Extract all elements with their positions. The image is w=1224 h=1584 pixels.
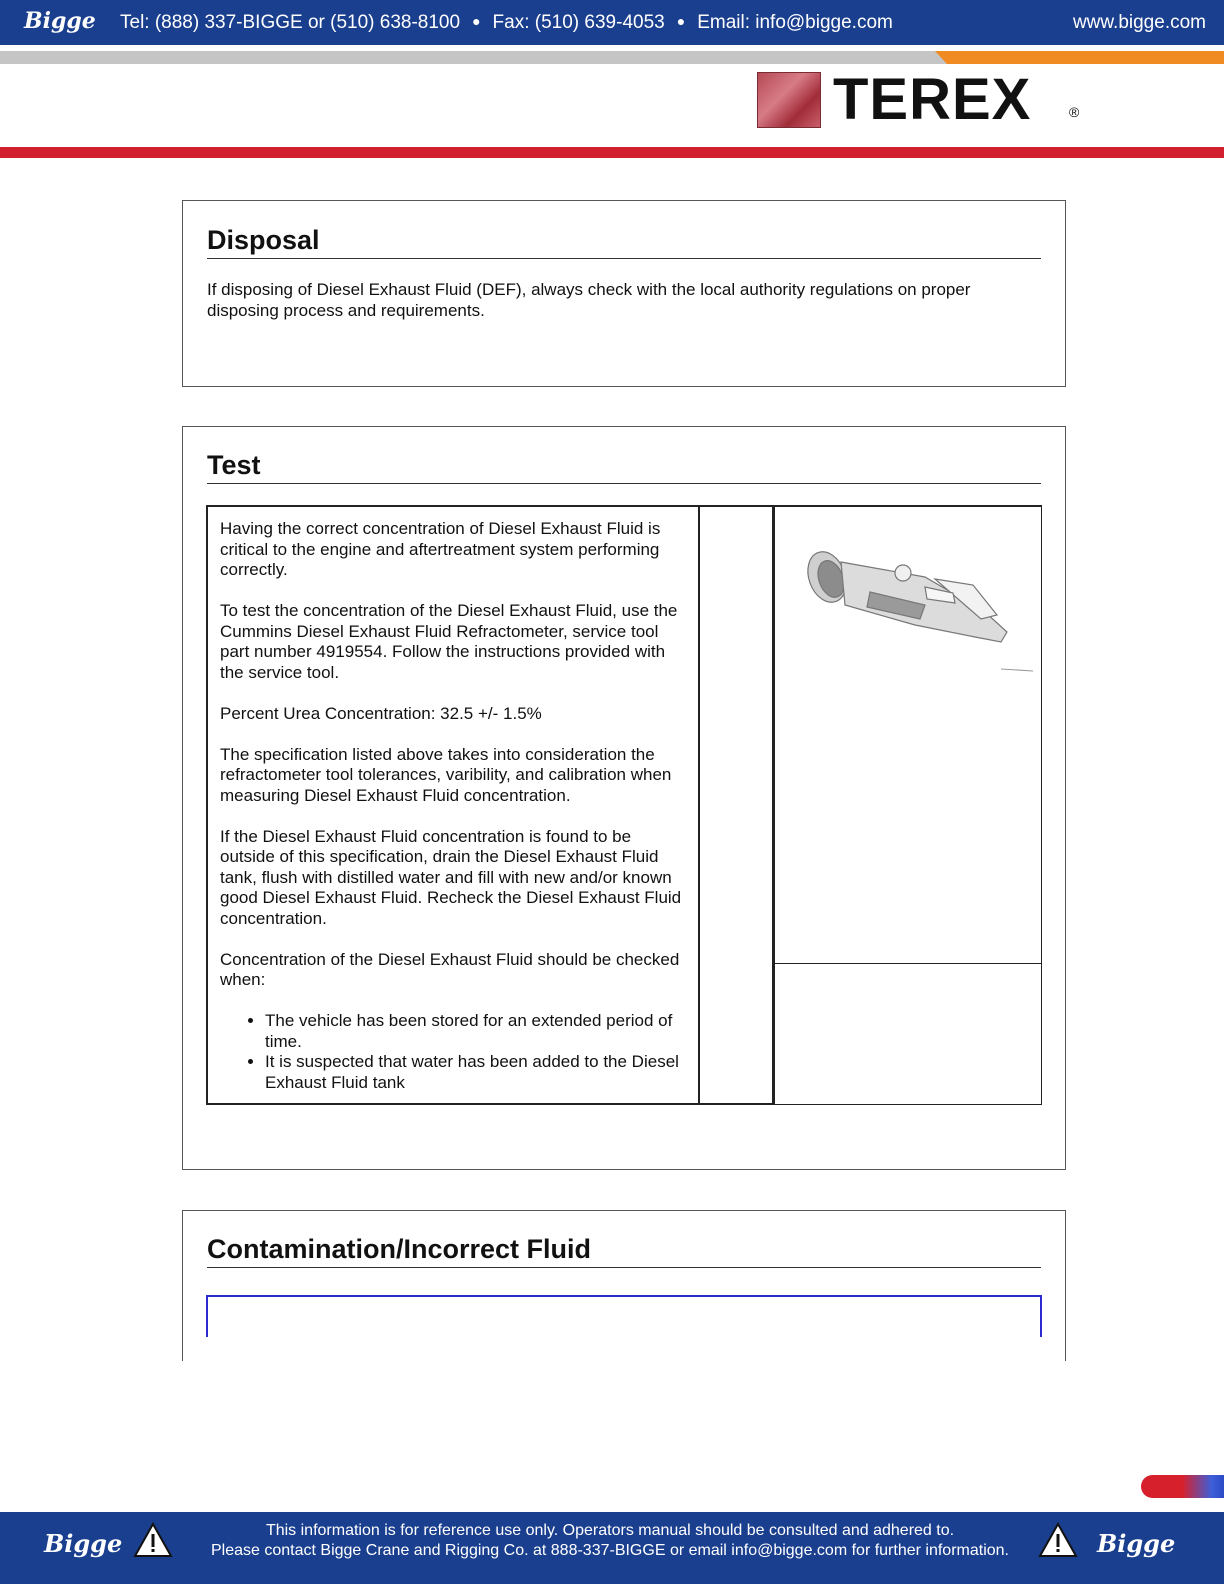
page-tab-marker[interactable] <box>1141 1475 1224 1498</box>
test-paragraph: If the Diesel Exhaust Fluid concentration is found to be outside of this specification, drain the Diesel Exhaust Fluid tank, flush with distilled water and fill with new and/or known good Diesel Exhaust Fluid. Recheck the Diesel Exhaust Fluid concentration. <box>220 826 682 928</box>
fax-text: Fax: (510) 639-4053 <box>492 12 665 33</box>
email-text[interactable]: Email: info@bigge.com <box>697 12 893 33</box>
test-paragraph: The specification listed above takes into consideration the refractometer tool tolerances, varibility, and calibration when measuring Diesel Exhaust Fluid concentration. <box>220 744 672 805</box>
test-empty-cell <box>774 962 1042 1105</box>
warning-triangle-icon <box>133 1522 173 1558</box>
orange-stripe <box>935 51 1224 64</box>
top-header-bar <box>0 0 1224 45</box>
footer-bigge-logo-right: Bigge <box>1097 1529 1176 1558</box>
test-paragraph: Having the correct concentration of Diesel Exhaust Fluid is critical to the engine and aftertreatment system performing correctly. <box>220 519 661 579</box>
test-image-cell <box>774 505 1042 964</box>
test-table <box>206 505 1040 1103</box>
footer-line-1: This information is for reference use only. Operators manual should be consulted and adhered to. <box>265 1522 955 1539</box>
test-spacer-cell <box>698 505 774 1105</box>
contamination-content-frame <box>206 1295 1042 1337</box>
contamination-section <box>182 1210 1066 1361</box>
bullet-separator-icon: ● <box>472 13 481 29</box>
warning-triangle-icon <box>1038 1522 1078 1558</box>
terex-wordmark: TEREX <box>833 67 1032 132</box>
test-title: Test <box>207 449 1041 484</box>
gray-stripe <box>0 51 950 64</box>
test-section <box>182 426 1066 1170</box>
list-item: • The vehicle has been stored for an extended period of time. <box>265 1011 690 1052</box>
bullet-separator-icon: ● <box>676 13 686 29</box>
footer-line-2: Please contact Bigge Crane and Rigging Co. at 888-337-BIGGE or email info@bigge.com for further information. <box>211 1542 1009 1559</box>
contact-info <box>120 12 893 34</box>
footer-bigge-logo-left: Bigge <box>44 1529 123 1558</box>
bigge-logo: Bigge <box>24 8 96 34</box>
list-item: • It is suspected that water has been added to the Diesel Exhaust Fluid tank <box>265 1052 690 1093</box>
footer-bar <box>0 1512 1224 1584</box>
contamination-title: Contamination/Incorrect Fluid <box>207 1233 1041 1268</box>
phone-text: Tel: (888) 337-BIGGE or (510) 638-8100 <box>120 12 461 33</box>
disposal-section <box>182 200 1066 387</box>
test-text-cell <box>206 505 700 1105</box>
website-link[interactable]: www.bigge.com <box>1072 12 1206 33</box>
red-stripe <box>0 147 1224 158</box>
test-paragraph-spec: Percent Urea Concentration: 32.5 +/- 1.5% <box>220 703 542 723</box>
footer-disclaimer <box>200 1521 1020 1561</box>
disposal-title: Disposal <box>207 224 1041 259</box>
check-conditions-list <box>220 1011 690 1093</box>
test-paragraph: To test the concentration of the Diesel Exhaust Fluid, use the Cummins Diesel Exhaust Fluid Refractometer, service tool part number 4919554. Follow the instructions provided with the service tool. <box>220 601 678 682</box>
refractometer-icon <box>775 507 1041 963</box>
test-paragraph: Concentration of the Diesel Exhaust Fluid should be checked when: <box>220 949 680 989</box>
disposal-text: If disposing of Diesel Exhaust Fluid (DEF), always check with the local authority regulations on proper disposing process and requirements. <box>207 280 971 320</box>
registered-mark: ® <box>1069 104 1080 120</box>
terex-emblem-icon <box>757 72 821 128</box>
